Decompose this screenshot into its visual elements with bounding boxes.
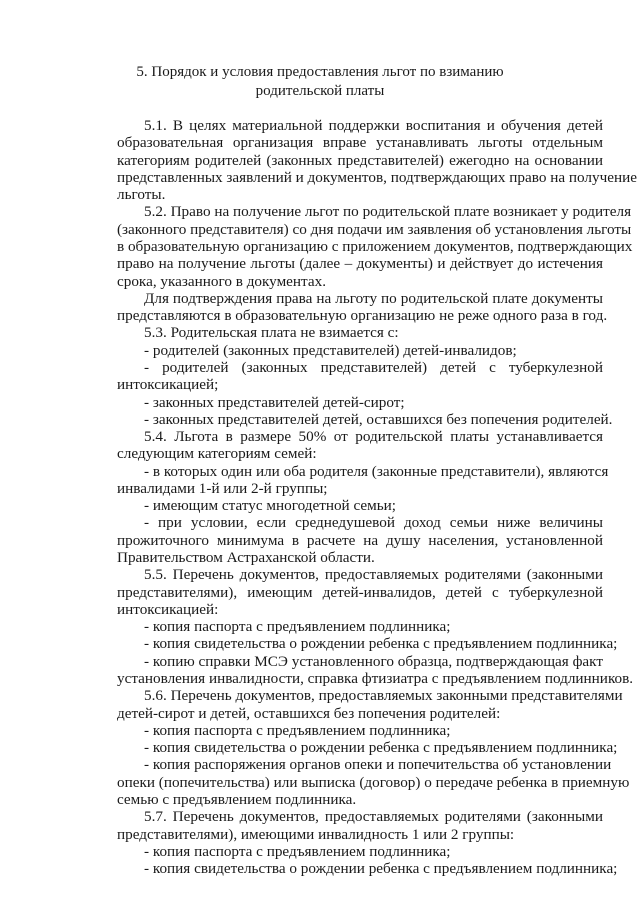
text-line: опеки (попечительства) или выписка (договор) о передаче ребенка в приемную xyxy=(117,773,630,791)
text-line: - законных представителей детей-сирот; xyxy=(144,393,405,411)
text-line: 5.4. Льгота в размере 50% от родительской платы устанавливается xyxy=(144,428,603,445)
text-line: 5.3. Родительская плата не взимается с: xyxy=(144,324,399,342)
text-line: - копия паспорта с предъявлением подлинника; xyxy=(144,721,451,739)
text-line: - копия паспорта с предъявлением подлинника; xyxy=(144,842,451,860)
text-line: - законных представителей детей, оставшихся без попечения родителей. xyxy=(144,410,613,428)
text-line: представителями), имеющими инвалидность 1 или 2 группы: xyxy=(117,825,515,843)
text-line: 5.2. Право на получение льгот по родительской плате возникает у родителя xyxy=(144,203,632,221)
text-line: представителями), имеющим детей-инвалидов, детей с туберкулезной xyxy=(117,583,603,601)
text-line: - копию справки МСЭ установленного образца, подтверждающая факт xyxy=(144,652,603,670)
text-line: в образовательную организацию с приложением документов, подтверждающих xyxy=(117,238,633,255)
text-line: следующим категориям семей: xyxy=(117,445,317,463)
text-line: 5.7. Перечень документов, предоставляемых родителями (законными xyxy=(144,808,603,826)
text-line: - копия свидетельства о рождении ребенка с предъявлением подлинника; xyxy=(144,739,618,757)
text-line: - копия распоряжения органов опеки и попечительства об установлении xyxy=(144,756,612,774)
section-heading-line-2: родительской платы xyxy=(255,83,385,99)
text-line: - копия паспорта с предъявлением подлинника; xyxy=(144,618,451,636)
text-line: представленных заявлений и документов, подтверждающих право на получение xyxy=(117,168,637,186)
text-line: детей-сирот и детей, оставшихся без попечения родителей: xyxy=(117,704,501,722)
text-line: право на получение льготы (далее – документы) и действует до истечения xyxy=(117,255,603,273)
text-line: срока, указанного в документах. xyxy=(117,272,327,290)
text-line: семью с предъявлением подлинника. xyxy=(117,790,357,808)
text-line: интоксикацией: xyxy=(117,600,219,618)
text-line: Для подтверждения права на льготу по родительской плате документы xyxy=(144,289,603,307)
text-line: 5.5. Перечень документов, предоставляемых родителями (законными xyxy=(144,566,603,584)
text-line: - в которых один или оба родителя (законные представители), являются xyxy=(144,462,609,480)
text-line: - родителей (законных представителей) детей-инвалидов; xyxy=(144,341,517,359)
text-line: категориям родителей (законных представителей) ежегодно на основании xyxy=(117,151,603,169)
text-line: инвалидами 1-й или 2-й группы; xyxy=(117,479,328,497)
text-line: льготы. xyxy=(117,186,166,204)
section-heading-line-1: 5. Порядок и условия предоставления льгот по взиманию xyxy=(136,64,504,80)
text-line: прожиточного минимума в расчете на душу населения, установленной xyxy=(117,531,603,549)
text-line: Правительством Астраханской области. xyxy=(117,549,375,566)
text-line: - имеющим статус многодетной семьи; xyxy=(144,497,397,515)
text-line: - копия свидетельства о рождении ребенка с предъявлением подлинника; xyxy=(144,635,618,653)
text-line: интоксикацией; xyxy=(117,376,219,394)
text-line: - копия свидетельства о рождении ребенка с предъявлением подлинника; xyxy=(144,860,618,877)
text-line: - родителей (законных представителей) детей с туберкулезной xyxy=(144,358,603,376)
text-line: образовательная организация вправе устанавливать льготы отдельным xyxy=(117,134,603,152)
text-line: 5.6. Перечень документов, предоставляемых законными представителями xyxy=(144,687,623,705)
text-line: установления инвалидности, справка фтизиатра с предъявлением подлинников. xyxy=(117,670,634,687)
text-line: - при условии, если среднедушевой доход семьи ниже величины xyxy=(144,514,603,532)
text-line: (законного представителя) со дня подачи им заявления об установления льготы xyxy=(117,220,632,238)
text-line: 5.1. В целях материальной поддержки воспитания и обучения детей xyxy=(144,117,603,134)
text-line: представляются в образовательную организацию не реже одного раза в год. xyxy=(117,307,608,325)
